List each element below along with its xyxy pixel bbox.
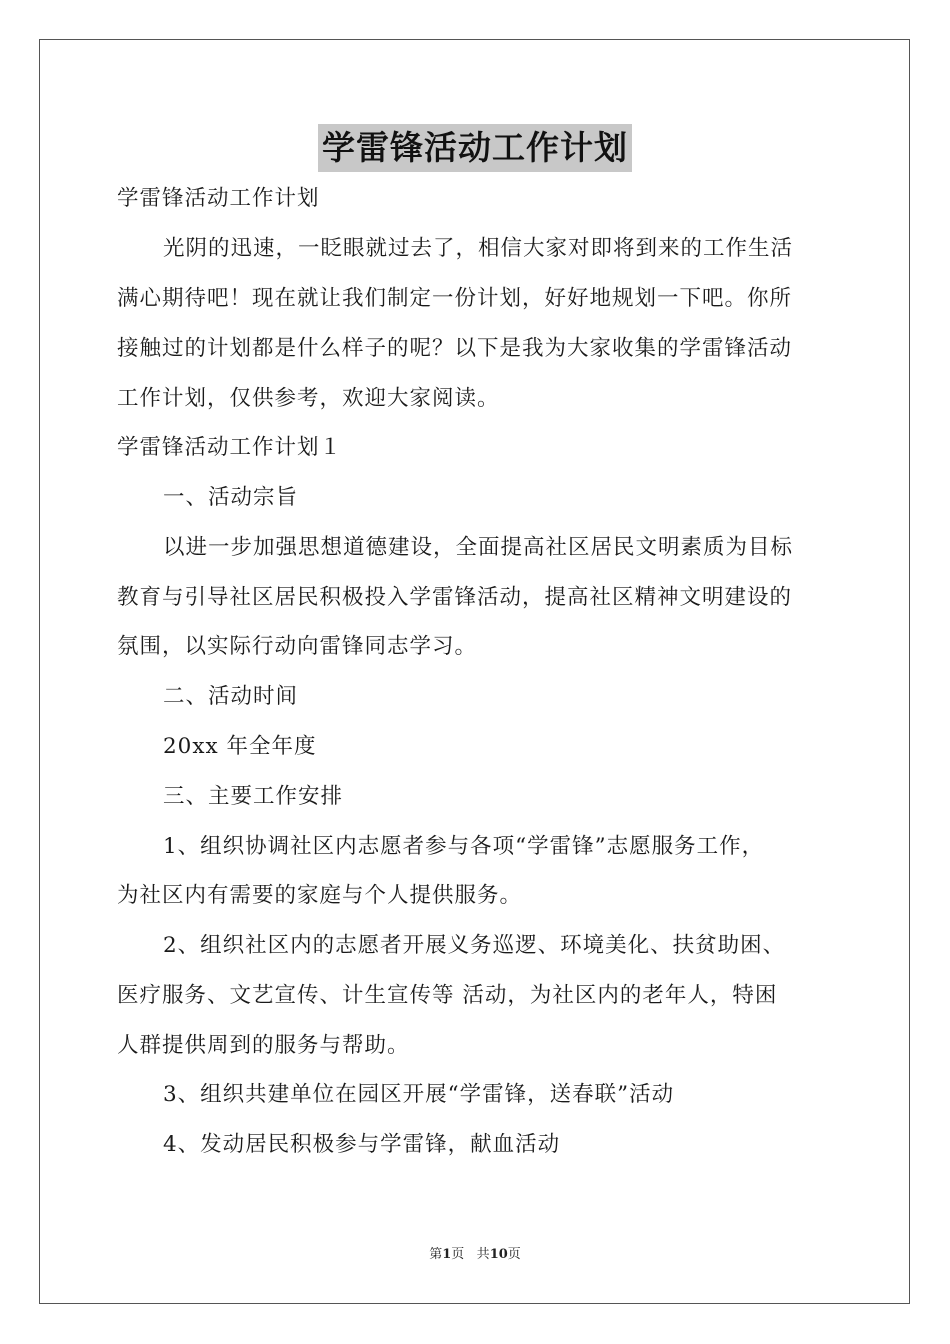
paragraph-line: 人群提供周到的服务与帮助。 xyxy=(117,1033,410,1058)
page-footer xyxy=(0,1246,950,1264)
page-number: 1 xyxy=(442,1247,452,1262)
title-container xyxy=(0,124,950,172)
paragraph-line: 氛围，以实际行动向雷锋同志学习。 xyxy=(117,634,478,659)
page-border xyxy=(39,39,910,1304)
paragraph-line: 20xx 年全年度 xyxy=(163,734,317,759)
page-suffix: 页 xyxy=(451,1247,465,1262)
paragraph-line: 光阴的迅速，一眨眼就过去了，相信大家对即将到来的工作生活 xyxy=(163,236,794,261)
paragraph-line: 以进一步加强思想道德建设，全面提高社区居民文明素质为目标 xyxy=(163,535,794,560)
section-heading: 一、活动宗旨 xyxy=(163,485,299,510)
document-title: 学雷锋活动工作计划 xyxy=(318,124,632,172)
subtitle: 学雷锋活动工作计划 xyxy=(117,186,320,211)
paragraph-line: 1、组织协调社区内志愿者参与各项“学雷锋”志愿服务工作， xyxy=(163,834,765,859)
paragraph-line: 4、发动居民积极参与学雷锋，献血活动 xyxy=(163,1132,561,1157)
paragraph-line: 满心期待吧！现在就让我们制定一份计划，好好地规划一下吧。你所 xyxy=(117,286,793,311)
paragraph-line: 为社区内有需要的家庭与个人提供服务。 xyxy=(117,883,523,908)
paragraph-line: 2、组织社区内的志愿者开展义务巡逻、环境美化、扶贫助困、 xyxy=(163,933,786,958)
paragraph-line: 医疗服务、文艺宣传、计生宣传等 活动，为社区内的老年人，特困 xyxy=(117,983,778,1008)
section-heading: 学雷锋活动工作计划１ xyxy=(117,435,343,460)
total-prefix: 共 xyxy=(476,1247,490,1262)
page-prefix: 第 xyxy=(429,1247,443,1262)
section-heading: 二、活动时间 xyxy=(163,684,299,709)
paragraph-line: 3、组织共建单位在园区开展“学雷锋，送春联”活动 xyxy=(163,1082,675,1107)
paragraph-line: 教育与引导社区居民积极投入学雷锋活动，提高社区精神文明建设的 xyxy=(117,585,793,610)
paragraph-line: 工作计划，仅供参考，欢迎大家阅读。 xyxy=(117,386,500,411)
section-heading: 三、主要工作安排 xyxy=(163,784,344,809)
total-suffix: 页 xyxy=(507,1247,521,1262)
total-pages: 10 xyxy=(489,1247,508,1262)
paragraph-line: 接触过的计划都是什么样子的呢？以下是我为大家收集的学雷锋活动 xyxy=(117,336,793,361)
